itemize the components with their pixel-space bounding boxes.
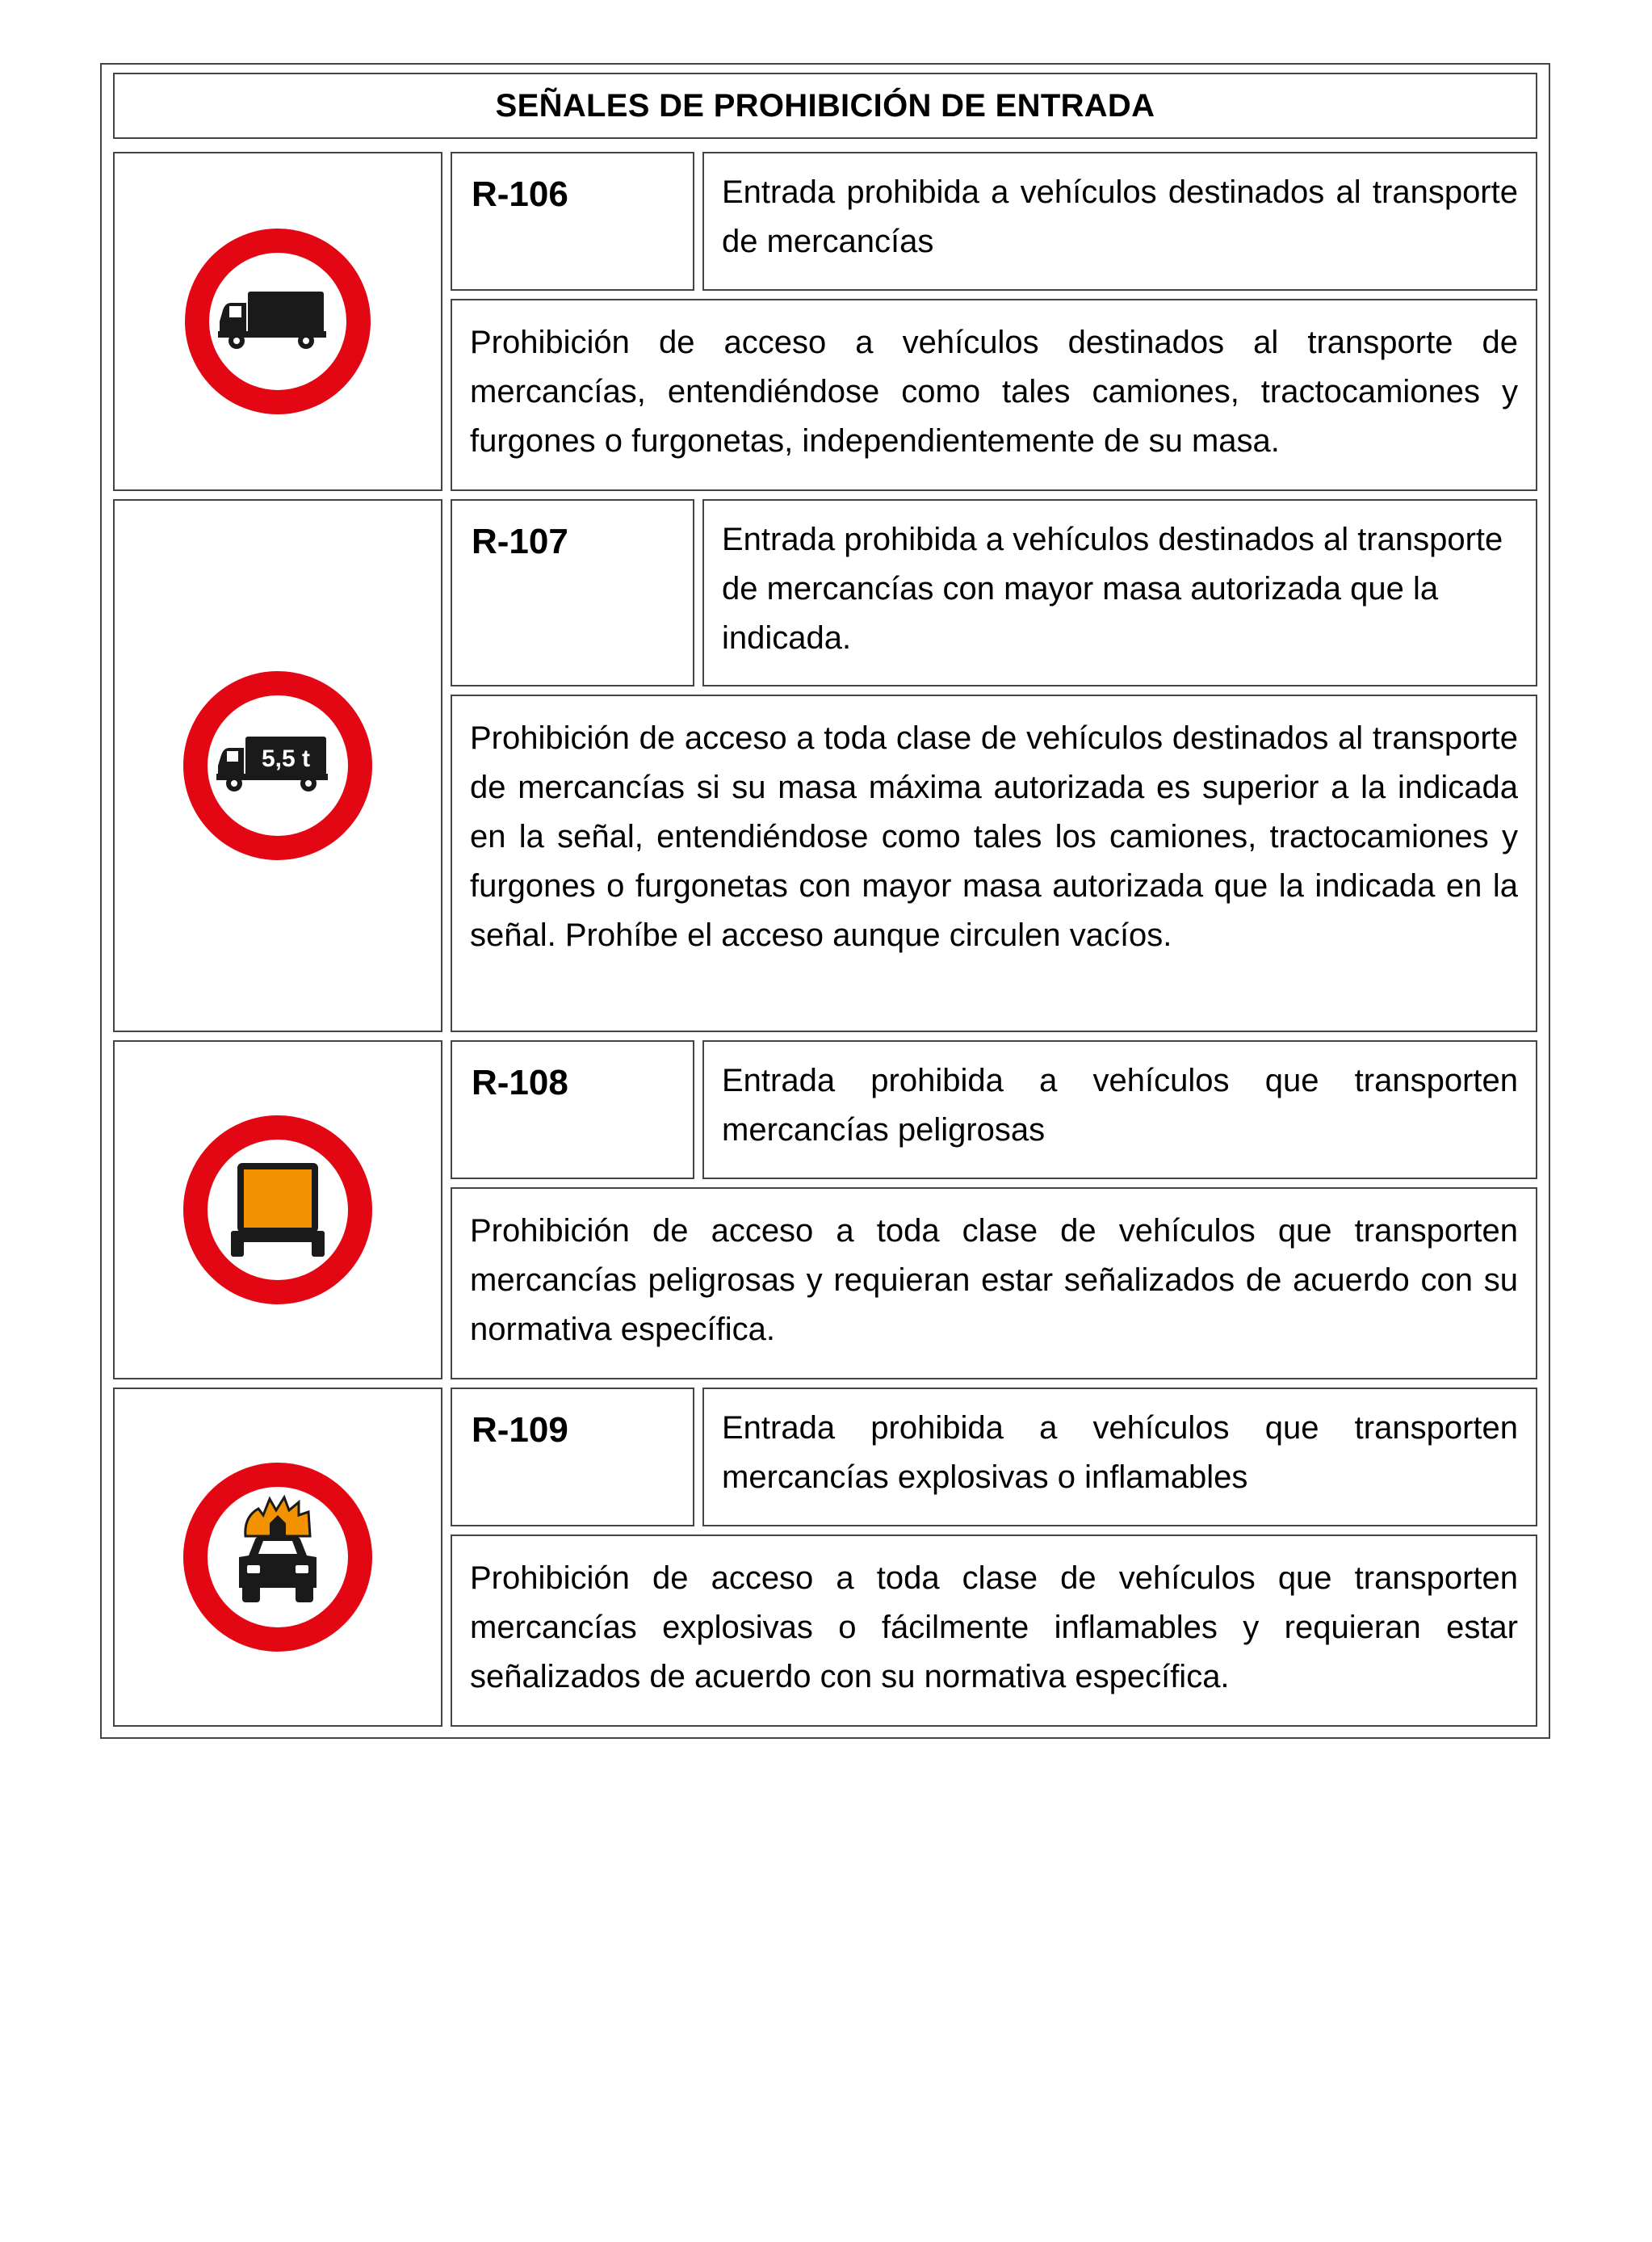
sign-long-description: Prohibición de acceso a toda clase de vehículos destinados al transporte de mercancías si su masa máxima autorizada es superior a la indicada en la señal, entendiéndose como tales los camiones, tractocamiones y furgones o furgonetas con mayor masa autorizada que la indicada en la señal. Prohíbe el acceso aunque circulen vacíos.: [451, 695, 1537, 1032]
sign-code: R-108: [451, 1040, 694, 1179]
sign-row-3-icon-cell: [113, 1040, 442, 1379]
sign-code: R-109: [451, 1388, 694, 1526]
sign-short-description: Entrada prohibida a vehículos destinados al transporte de mercancías: [702, 152, 1537, 291]
explosive-goods-prohibition-icon: [179, 1459, 376, 1656]
sign-code: R-106: [451, 152, 694, 291]
truck-weight-limit-icon: [179, 667, 376, 864]
sign-short-description: Entrada prohibida a vehículos que transporten mercancías peligrosas: [702, 1040, 1537, 1179]
dangerous-goods-prohibition-icon: [179, 1111, 376, 1308]
sign-code: R-107: [451, 499, 694, 686]
sign-row-4-icon-cell: [113, 1388, 442, 1727]
sign-row-1-icon-cell: [113, 152, 442, 491]
sign-long-description: Prohibición de acceso a toda clase de vehículos que transporten mercancías explosivas o fácilmente inflamables y requieran estar señalizados de acuerdo con su normativa específica.: [451, 1535, 1537, 1727]
sign-row-2-icon-cell: [113, 499, 442, 1032]
weight-limit-label: 5,5 t: [261, 745, 311, 772]
sign-short-description: Entrada prohibida a vehículos que transporten mercancías explosivas o inflamables: [702, 1388, 1537, 1526]
sign-short-description: Entrada prohibida a vehículos destinados al transporte de mercancías con mayor masa autorizada que la indicada.: [702, 499, 1537, 686]
sign-long-description: Prohibición de acceso a vehículos destinados al transporte de mercancías, entendiéndose como tales camiones, tractocamiones y furgones o furgonetas, independientemente de su masa.: [451, 299, 1537, 491]
signs-table: [100, 63, 1550, 1739]
truck-prohibition-icon: [181, 225, 375, 418]
table-title: SEÑALES DE PROHIBICIÓN DE ENTRADA: [113, 73, 1537, 139]
sign-long-description: Prohibición de acceso a toda clase de vehículos que transporten mercancías peligrosas y requieran estar señalizados de acuerdo con su normativa específica.: [451, 1187, 1537, 1379]
